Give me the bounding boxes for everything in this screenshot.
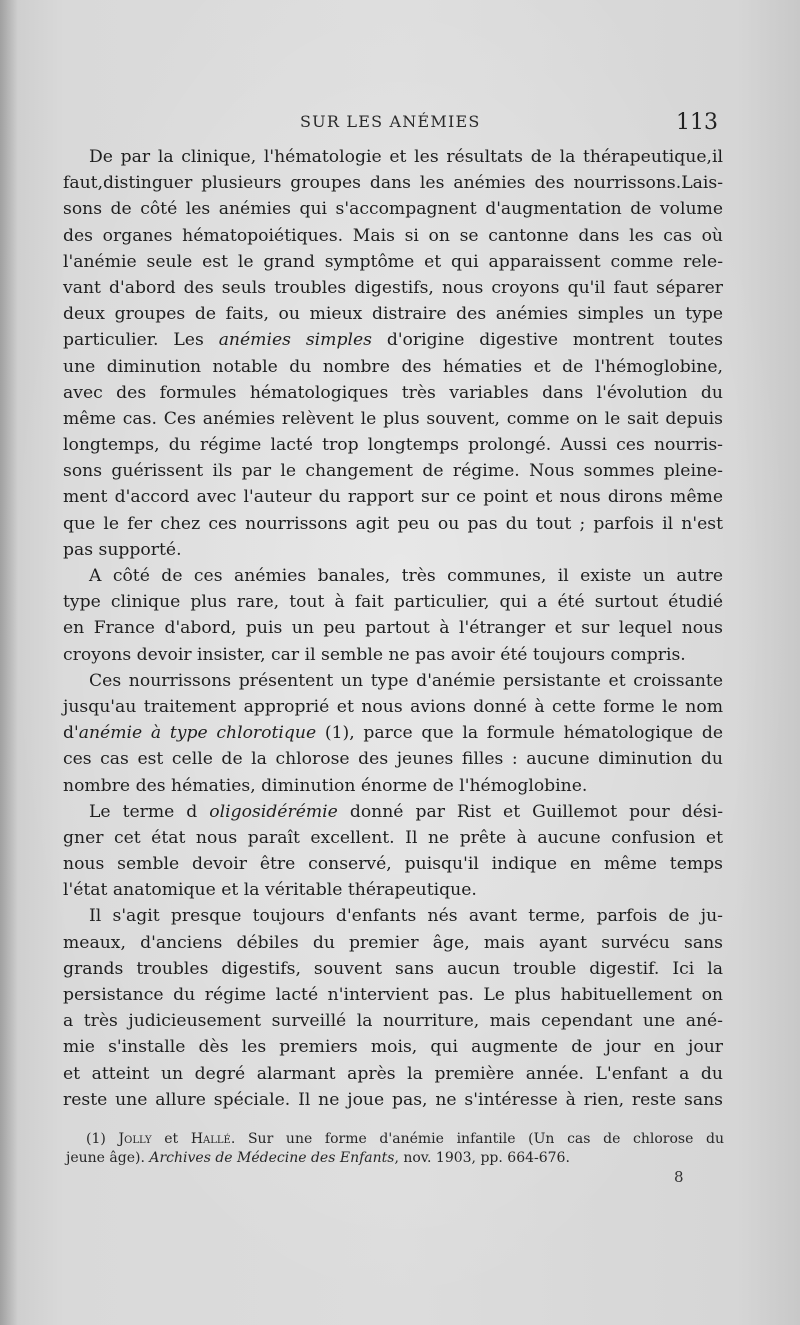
- text-line: longtemps, du régime lacté trop longtemps prolongé. Aussi ces nourris-: [63, 435, 723, 456]
- text-line: Ces nourrissons présentent un type d'anémie persistante et croissante: [89, 670, 723, 691]
- italic-term: anémie à type chlorotique: [78, 723, 317, 744]
- text-line: type clinique plus rare, tout à fait particulier, qui a été surtout étudié: [63, 592, 723, 613]
- signature-mark: 8: [674, 1168, 684, 1186]
- text-segment: d'origine digestive montrent toutes: [371, 330, 723, 351]
- footnote-marker: (1): [86, 1131, 106, 1147]
- text-line: [63, 799, 723, 825]
- footnote-text: jeune âge).: [66, 1150, 150, 1166]
- footnote-conjunction: et: [164, 1131, 179, 1147]
- body-text: [63, 144, 723, 1113]
- text-line: ces cas est celle de la chlorose des jeunes filles : aucune diminution du: [63, 749, 723, 770]
- italic-term: anémies simples: [218, 330, 372, 351]
- text-line: vant d'abord des seuls troubles digestifs, nous croyons qu'il faut séparer: [63, 277, 723, 298]
- footnote-author: Hallé: [190, 1131, 231, 1147]
- text-line: nous semble devoir être conservé, puisqu'il indique en même temps: [63, 854, 723, 875]
- text-line: sons guérissent ils par le changement de régime. Nous sommes pleine-: [63, 461, 723, 482]
- footnote-line: [66, 1149, 724, 1168]
- text-line: avec des formules hématologiques très variables dans l'évolution du: [63, 382, 723, 403]
- text-line: et atteint un degré alarmant après la première année. L'enfant a du: [63, 1063, 723, 1084]
- text-line: l'anémie seule est le grand symptôme et qui apparaissent comme rele-: [63, 251, 723, 272]
- text-segment: Le terme d: [89, 801, 210, 822]
- page-edge-shadow: [0, 0, 18, 1325]
- footnote: [66, 1130, 724, 1168]
- text-line: mie s'installe dès les premiers mois, qui augmente de jour en jour: [63, 1037, 723, 1058]
- text-line: faut,distinguer plusieurs groupes dans les anémies des nourrissons.Lais-: [63, 173, 723, 194]
- text-line: des organes hématopoiétiques. Mais si on se cantonne dans les cas où: [63, 225, 723, 246]
- text-line: persistance du régime lacté n'intervient pas. Le plus habituellement on: [63, 985, 723, 1005]
- text-line: Il s'agit presque toujours d'enfants nés avant terme, parfois de ju-: [89, 906, 723, 927]
- text-line: croyons devoir insister, car il semble ne pas avoir été toujours compris.: [63, 644, 686, 665]
- text-line: jusqu'au traitement approprié et nous avions donné à cette forme le nom: [63, 696, 723, 717]
- text-line: nombre des hématies, diminution énorme de l'hémoglobine.: [63, 775, 588, 796]
- text-line: meaux, d'anciens débiles du premier âge, mais ayant survécu sans: [63, 932, 723, 953]
- text-line: A côté de ces anémies banales, très communes, il existe un autre: [89, 566, 723, 586]
- italic-term: oligosidérémie: [209, 801, 338, 822]
- running-title: SUR LES ANÉMIES: [300, 112, 481, 131]
- text-line: reste une allure spéciale. Il ne joue pas, ne s'intéresse à rien, reste sans: [63, 1089, 723, 1110]
- text-line: a très judicieusement surveillé la nourriture, mais cependant une ané-: [63, 1011, 723, 1032]
- text-line: De par la clinique, l'hématologie et les résultats de la thérapeutique,il: [89, 147, 723, 167]
- text-line: l'état anatomique et la véritable thérapeutique.: [63, 880, 477, 901]
- text-line: une diminution notable du nombre des hématies et de l'hémoglobine,: [63, 356, 723, 377]
- text-line: [63, 327, 723, 353]
- text-line: pas supporté.: [63, 539, 182, 560]
- text-segment: donné par Rist et Guillemot pour dési-: [337, 801, 724, 822]
- footnote-journal: Archives de Médecine des Enfants: [149, 1150, 395, 1166]
- text-line: que le fer chez ces nourrissons agit peu ou pas du tout ; parfois il n'est: [63, 513, 723, 534]
- text-line: gner cet état nous paraît excellent. Il ne prête à aucune confusion et: [63, 827, 723, 848]
- text-line: sons de côté les anémies qui s'accompagnent d'augmentation de volume: [63, 199, 723, 220]
- footnote-text: , nov. 1903, pp. 664-676.: [394, 1150, 570, 1166]
- text-line: deux groupes de faits, ou mieux distraire des anémies simples un type: [63, 304, 723, 325]
- footnote-author: Jolly: [118, 1131, 152, 1147]
- text-line: ment d'accord avec l'auteur du rapport sur ce point et nous dirons même: [63, 487, 723, 508]
- text-segment: particulier. Les: [63, 330, 219, 351]
- footnote-line: [66, 1130, 724, 1149]
- footnote-text: . Sur une forme d'anémie infantile (Un cas de chlorose du: [230, 1131, 725, 1147]
- text-line: même cas. Ces anémies relèvent le plus souvent, comme on le sait depuis: [63, 408, 723, 429]
- text-line: [63, 720, 723, 746]
- text-line: grands troubles digestifs, souvent sans aucun trouble digestif. Ici la: [63, 958, 723, 979]
- text-segment: (1), parce que la formule hématologique de: [316, 723, 723, 744]
- text-segment: d': [63, 723, 79, 744]
- page-number: 113: [676, 110, 718, 135]
- text-line: en France d'abord, puis un peu partout à l'étranger et sur lequel nous: [63, 618, 723, 639]
